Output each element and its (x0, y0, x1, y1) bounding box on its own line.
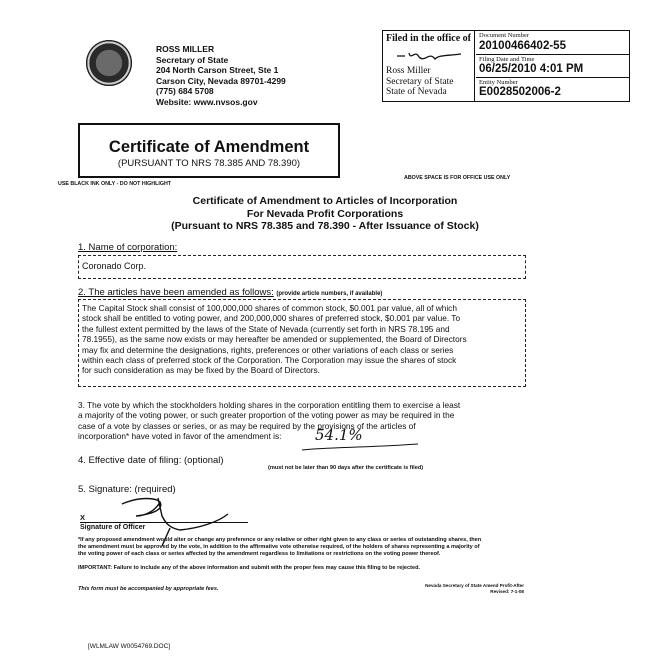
entity-number-label: Entity Number (479, 79, 518, 86)
signature-label: Signature of Officer (80, 524, 146, 531)
section5-label: 5. Signature: (required) (78, 484, 176, 495)
form-info-line1: Nevada Secretary of State Amend Profit-After (425, 583, 524, 588)
certificate-title: Certificate of Amendment (108, 138, 310, 156)
document-reference: [WLMLAW W0054769.DOC] (88, 643, 171, 650)
corporation-name-field[interactable] (78, 255, 526, 279)
section4-note: (must not be later than 90 days after the certificate is filed) (268, 465, 424, 471)
filed-details-cell (476, 31, 629, 101)
office-name: ROSS MILLER (156, 44, 215, 54)
amendment-text-field[interactable] (78, 299, 526, 387)
ink-note: USE BLACK INK ONLY - DO NOT HIGHLIGHT (58, 181, 172, 187)
signature-line (80, 522, 248, 523)
secretary-signature-icon (395, 47, 465, 65)
filed-title: Secretary of State (386, 76, 454, 87)
office-use-note: ABOVE SPACE IS FOR OFFICE USE ONLY (404, 175, 511, 181)
amendment-text: The Capital Stock shall consist of 100,000,000 shares of common stock, $0.001 par value, all of which stock shall be entitled to voting power, and 200,000,000 shares of preferred stock, $0.001 par value. To the fullest extent permitted by the laws of the State of Nevada (currently set forth in NRS 78.195 and 78.1955), as the same now exists or may hereafter be amended or supplemented, the Board of Directors may fix and determine the designations, rights, preferences or other variations of each class or series within each class of preferred stock of the Corporation. The Corporation may issue the shares of stock for such consideration as may be fixed by the Board of Directors. (82, 303, 467, 376)
footnote: *If any proposed amendment would alter or change any preference or any relative or other right given to any class or series of outstanding shares, then the amendment must be approved by the vote, in addition to the affirmative vote otherwise required, of the holders of shares representing a majority of the voting power of each class or series affected by the amendment regardless to limitations or restrictions on the voting power thereof. (78, 537, 482, 558)
form-info (400, 583, 524, 595)
heading-line2: For Nevada Profit Corporations (246, 207, 404, 220)
filed-label: Filed in the office of (386, 33, 471, 44)
section3-text: 3. The vote by which the stockholders holding shares in the corporation entitling them to exercise a least a majority of the voting power, or such greater proportion of the voting power as may be required in the case of a vote by classes or series, or as may be required by the provisions of the articles of incorporation* have voted in favor of the amendment is: (78, 400, 461, 442)
office-website: Website: www.nvsos.gov (156, 96, 258, 107)
signature-x-mark: X (80, 513, 86, 522)
office-address2: Carson City, Nevada 89701-4299 (156, 75, 286, 86)
office-address1: 204 North Carson Street, Ste 1 (156, 65, 279, 75)
certificate-subtitle: (PURSUANT TO NRS 78.385 AND 78.390) (117, 158, 301, 169)
doc-number-value: 20100466402-55 (479, 40, 566, 52)
important-note: IMPORTANT: Failure to include any of the above information and submit with the proper fees may cause this filing to be rejected. (78, 565, 421, 571)
vote-underline-icon (300, 440, 420, 454)
vote-percentage-value[interactable]: 54.1% (315, 426, 363, 444)
filed-name: Ross Miller (386, 66, 431, 76)
form-info-line2: Revised: 7-1-08 (490, 589, 524, 594)
office-title: Secretary of State (156, 54, 229, 65)
corporation-name-value: Coronado Corp. (82, 261, 147, 271)
filed-state: State of Nevada (386, 87, 447, 97)
form-heading (0, 195, 650, 233)
doc-number-label: Document Number (479, 32, 530, 39)
filed-office-cell (383, 31, 475, 101)
section2-note: (provide article numbers, if available) (276, 291, 383, 297)
filing-date-row (476, 55, 629, 78)
fees-note: This form must be accompanied by appropriate fees. (78, 586, 219, 592)
entity-number-row (476, 78, 629, 101)
office-phone: (775) 684 5708 (156, 86, 214, 96)
heading-line3: (Pursuant to NRS 78.385 and 78.390 - After Issuance of Stock) (171, 220, 479, 233)
section4-label: 4. Effective date of filing: (optional) (78, 455, 224, 466)
heading-line1: Certificate of Amendment to Articles of Incorporation (192, 195, 458, 207)
state-seal (86, 40, 132, 86)
filed-stamp-table (382, 30, 630, 102)
filing-date-label: Filing Date and Time (479, 56, 535, 63)
doc-number-row (476, 31, 629, 55)
filing-date-value: 06/25/2010 4:01 PM (479, 63, 584, 75)
certificate-title-box (78, 123, 340, 178)
section1-label: 1. Name of corporation: (78, 242, 178, 253)
office-info (156, 44, 286, 107)
section2-label: 2. The articles have been amended as follows: (provide article numbers, if available) (78, 287, 383, 298)
entity-number-value: E0028502006-2 (479, 86, 561, 98)
